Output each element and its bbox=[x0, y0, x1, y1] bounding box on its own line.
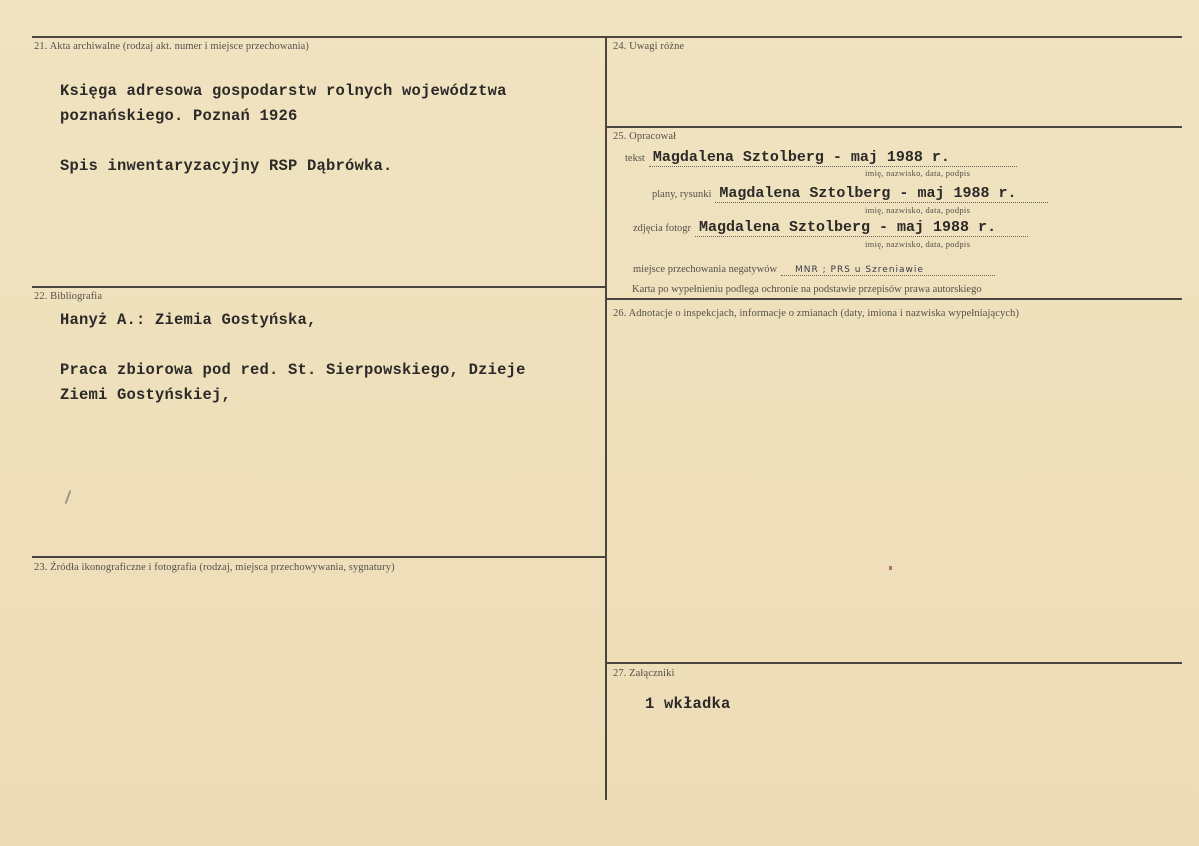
section-22-line-2: Praca zbiorowa pod red. St. Sierpowskiego, Dzieje bbox=[60, 361, 526, 379]
author-text-row bbox=[625, 148, 1017, 167]
section-23-label: 23. Źródła ikonograficzne i fotografia (rodzaj, miejsca przechowywania, sygnatury) bbox=[34, 562, 395, 573]
copyright-note: Karta po wypełnieniu podlega ochronie na podstawie przepisów prawa autorskiego bbox=[632, 284, 982, 295]
negatives-value: MNR ; PRS u Szreniawie bbox=[781, 265, 995, 276]
divider-24-25 bbox=[607, 126, 1182, 128]
author-drawings-sublabel: imię, nazwisko, data, podpis bbox=[865, 205, 971, 215]
negatives-row bbox=[633, 259, 995, 277]
author-drawings-row bbox=[652, 184, 1048, 203]
author-text-label: tekst bbox=[625, 153, 645, 164]
author-drawings-label: plany, rysunki bbox=[652, 189, 712, 200]
section-25-label: 25. Opracował bbox=[613, 131, 677, 142]
pen-mark bbox=[65, 490, 72, 504]
section-22-line-3: Ziemi Gostyńskiej, bbox=[60, 386, 232, 404]
author-drawings-value: Magdalena Sztolberg - maj 1988 r. bbox=[715, 185, 1048, 203]
attachments-value: 1 wkładka bbox=[645, 695, 731, 713]
section-22-line-1: Hanyż A.: Ziemia Gostyńska, bbox=[60, 311, 317, 329]
section-21-line-3: Spis inwentaryzacyjny RSP Dąbrówka. bbox=[60, 157, 393, 175]
section-26-label: 26. Adnotacje o inspekcjach, informacje o zmianach (daty, imiona i nazwiska wypełniających) bbox=[613, 308, 1020, 319]
top-border-line bbox=[32, 36, 1182, 38]
divider-21-22 bbox=[32, 286, 605, 288]
red-dot-mark bbox=[889, 566, 892, 570]
center-divider bbox=[605, 36, 607, 800]
section-27-label: 27. Załączniki bbox=[613, 668, 675, 679]
section-21-label: 21. Akta archiwalne (rodzaj akt. numer i miejsce przechowania) bbox=[34, 41, 310, 52]
author-photos-row bbox=[633, 218, 1028, 237]
author-text-sublabel: imię, nazwisko, data, podpis bbox=[865, 168, 971, 178]
divider-25-26 bbox=[607, 298, 1182, 300]
section-21-line-2: poznańskiego. Poznań 1926 bbox=[60, 107, 298, 125]
author-text-value: Magdalena Sztolberg - maj 1988 r. bbox=[649, 149, 1017, 167]
divider-26-27 bbox=[607, 662, 1182, 664]
author-photos-sublabel: imię, nazwisko, data, podpis bbox=[865, 239, 971, 249]
divider-22-23 bbox=[32, 556, 605, 558]
author-photos-value: Magdalena Sztolberg - maj 1988 r. bbox=[695, 219, 1028, 237]
author-photos-label: zdjęcia fotogr bbox=[633, 223, 692, 234]
section-22-label: 22. Bibliografia bbox=[34, 291, 103, 302]
negatives-label: miejsce przechowania negatywów bbox=[633, 264, 778, 275]
section-21-line-1: Księga adresowa gospodarstw rolnych województwa bbox=[60, 82, 507, 100]
section-24-label: 24. Uwagi różne bbox=[613, 41, 685, 52]
